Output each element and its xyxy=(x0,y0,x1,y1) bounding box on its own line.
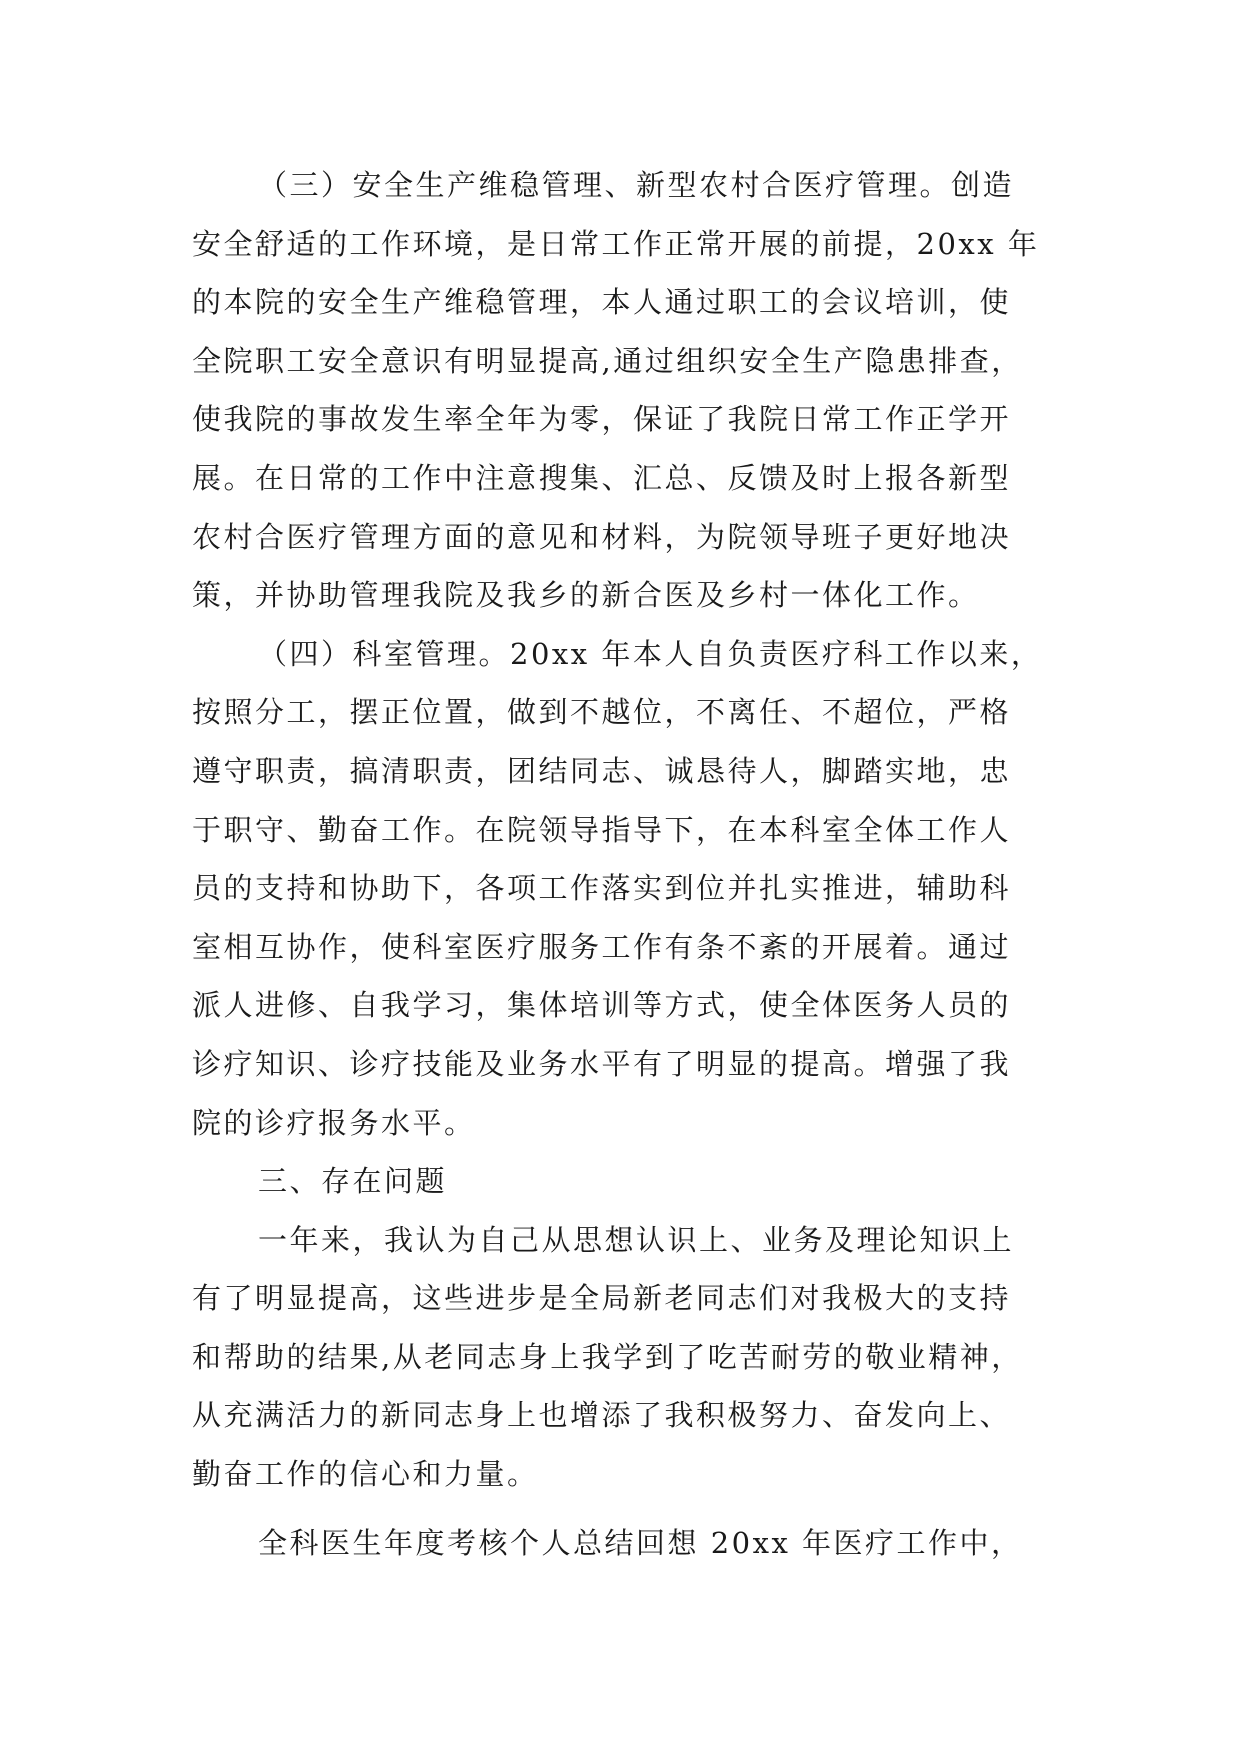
paragraph-problems xyxy=(192,1211,1062,1504)
paragraph-gap xyxy=(192,1504,1062,1514)
text-line: 派人进修、自我学习，集体培训等方式，使全体医务人员的 xyxy=(192,988,1012,1023)
text-line: 员的支持和协助下，各项工作落实到位并扎实推进，辅助科 xyxy=(192,871,1012,906)
text-line: （三）安全生产维稳管理、新型农村合医疗管理。创造 xyxy=(258,168,1015,202)
text-line: 院的诊疗报务水平。 xyxy=(192,1105,476,1140)
text-line: 策，并协助管理我院及我乡的新合医及乡村一体化工作。 xyxy=(192,578,980,613)
text-line: 室相互协作，使科室医疗服务工作有条不紊的开展着。通过 xyxy=(192,929,1012,964)
heading-line: 三、存在问题 xyxy=(258,1164,448,1199)
text-line: 农村合医疗管理方面的意见和材料，为院领导班子更好地决 xyxy=(192,519,1012,554)
text-line: 诊疗知识、诊疗技能及业务水平有了明显的提高。增强了我 xyxy=(192,1046,1012,1081)
text-line: 和帮助的结果,从老同志身上我学到了吃苦耐劳的敬业精神， xyxy=(192,1339,1023,1374)
paragraph-summary-start xyxy=(192,1514,1062,1573)
document-body xyxy=(192,156,1062,1572)
paragraph-section-3 xyxy=(192,156,1062,625)
text-line: 勤奋工作的信心和力量。 xyxy=(192,1457,539,1492)
text-line: 遵守职责，搞清职责，团结同志、诚恳待人，脚踏实地，忠 xyxy=(192,753,1012,788)
text-line: 的本院的安全生产维稳管理，本人通过职工的会议培训，使 xyxy=(192,285,1012,320)
text-line: （四）科室管理。20xx 年本人自负责医疗科工作以来， xyxy=(258,636,1043,671)
text-line: 有了明显提高，这些进步是全局新老同志们对我极大的支持 xyxy=(192,1281,1012,1316)
text-line: 使我院的事故发生率全年为零，保证了我院日常工作正学开 xyxy=(192,402,1012,437)
text-line: 于职守、勤奋工作。在院领导指导下，在本科室全体工作人 xyxy=(192,812,1012,847)
text-line: 展。在日常的工作中注意搜集、汇总、反馈及时上报各新型 xyxy=(192,460,1012,495)
text-line: 安全舒适的工作环境，是日常工作正常开展的前提，20xx 年 xyxy=(192,226,1040,261)
text-line: 全科医生年度考核个人总结回想 20xx 年医疗工作中， xyxy=(258,1525,1023,1560)
paragraph-section-4 xyxy=(192,625,1062,1152)
text-line: 一年来，我认为自己从思想认识上、业务及理论知识上 xyxy=(258,1222,1015,1257)
section-heading-problems xyxy=(192,1152,1062,1211)
text-line: 按照分工，摆正位置，做到不越位，不离任、不超位，严格 xyxy=(192,695,1012,730)
text-line: 从充满活力的新同志身上也增添了我积极努力、奋发向上、 xyxy=(192,1398,1012,1433)
text-line: 全院职工安全意识有明显提高,通过组织安全生产隐患排查， xyxy=(192,343,1023,378)
